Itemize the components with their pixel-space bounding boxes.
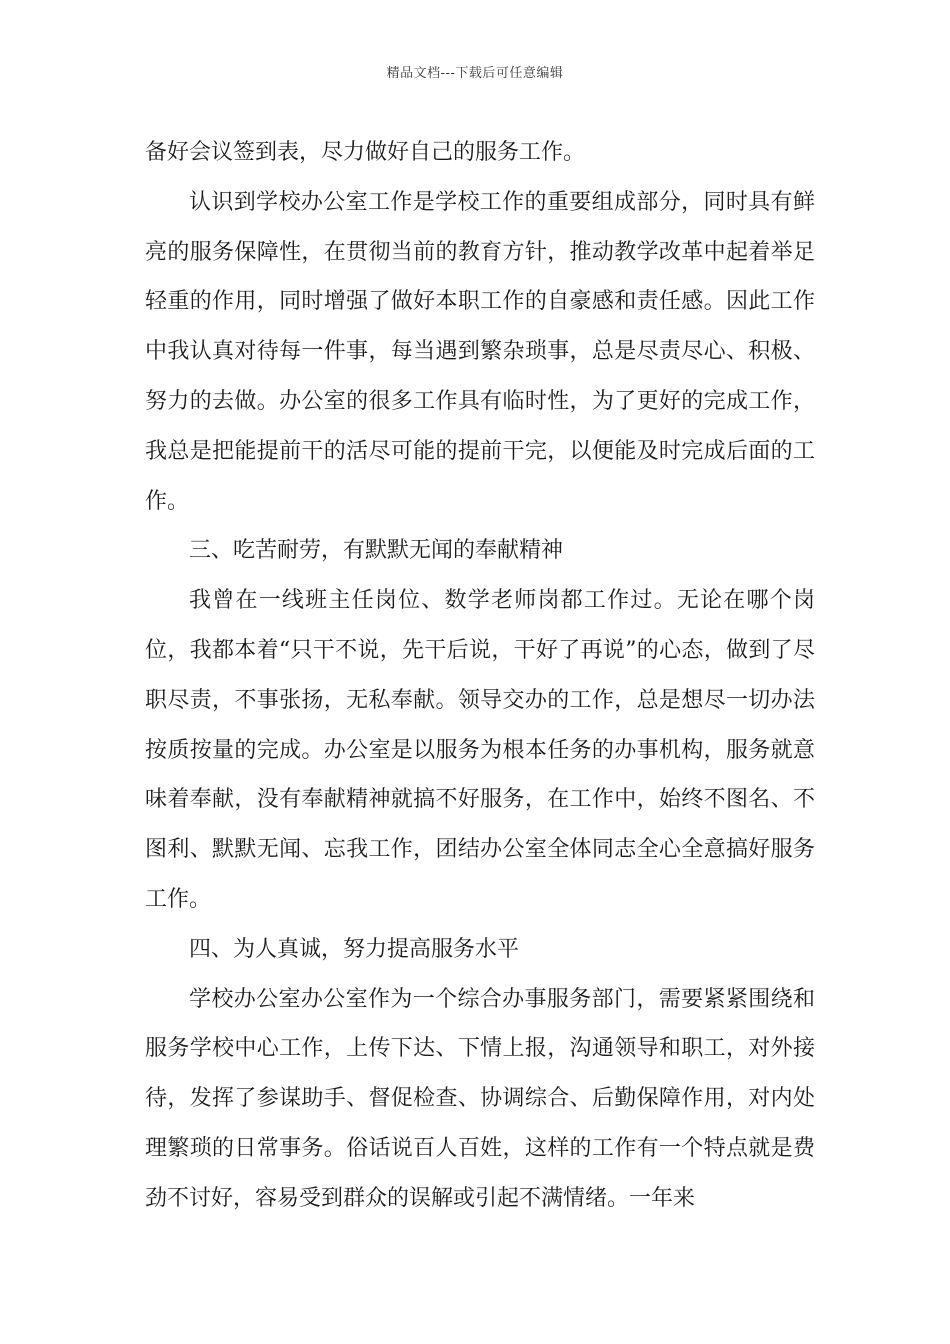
section-heading-4: 四、为人真诚，努力提高服务水平	[189, 936, 520, 962]
document-body	[145, 128, 815, 1224]
paragraph-4: 我曾在一线班主任岗位、数学老师岗都工作过。无论在哪个岗位，我都本着“只干不说，先干后说，干好了再说”的心态，做到了尽职尽责，不事张扬，无私奉献。领导交办的工作，总是想尽一切办法按质按量的完成。办公室是以服务为根本任务的办事机构，服务就意味着奉献，没有奉献精神就搞不好服务，在工作中，始终不图名、不图利、默默无闻、忘我工作，团结办公室全体同志全心全意搞好服务工作。	[145, 588, 815, 912]
section-heading-3: 三、吃苦耐劳，有默默无闻的奉献精神	[189, 538, 564, 564]
page-header: 精品文档---下载后可任意编辑	[386, 66, 564, 81]
paragraph-1: 备好会议签到表，尽力做好自己的服务工作。	[145, 140, 586, 165]
paragraph-6: 学校办公室办公室作为一个综合办事服务部门，需要紧紧围绕和服务学校中心工作，上传下达、下情上报，沟通领导和职工，对外接待，发挥了参谋助手、督促检查、协调综合、后勤保障作用，对内处理繁琐的日常事务。俗话说百人百姓，这样的工作有一个特点就是费劲不讨好，容易受到群众的误解或引起不满情绪。一年来	[145, 986, 815, 1211]
paragraph-2: 认识到学校办公室工作是学校工作的重要组成部分，同时具有鲜亮的服务保障性，在贯彻当前的教育方针，推动教学改革中起着举足轻重的作用，同时增强了做好本职工作的自豪感和责任感。因此工作中我认真对待每一件事，每当遇到繁杂琐事，总是尽责尽心、积极、努力的去做。办公室的很多工作具有临时性，为了更好的完成工作，我总是把能提前干的活尽可能的提前干完，以便能及时完成后面的工作。	[145, 189, 815, 514]
